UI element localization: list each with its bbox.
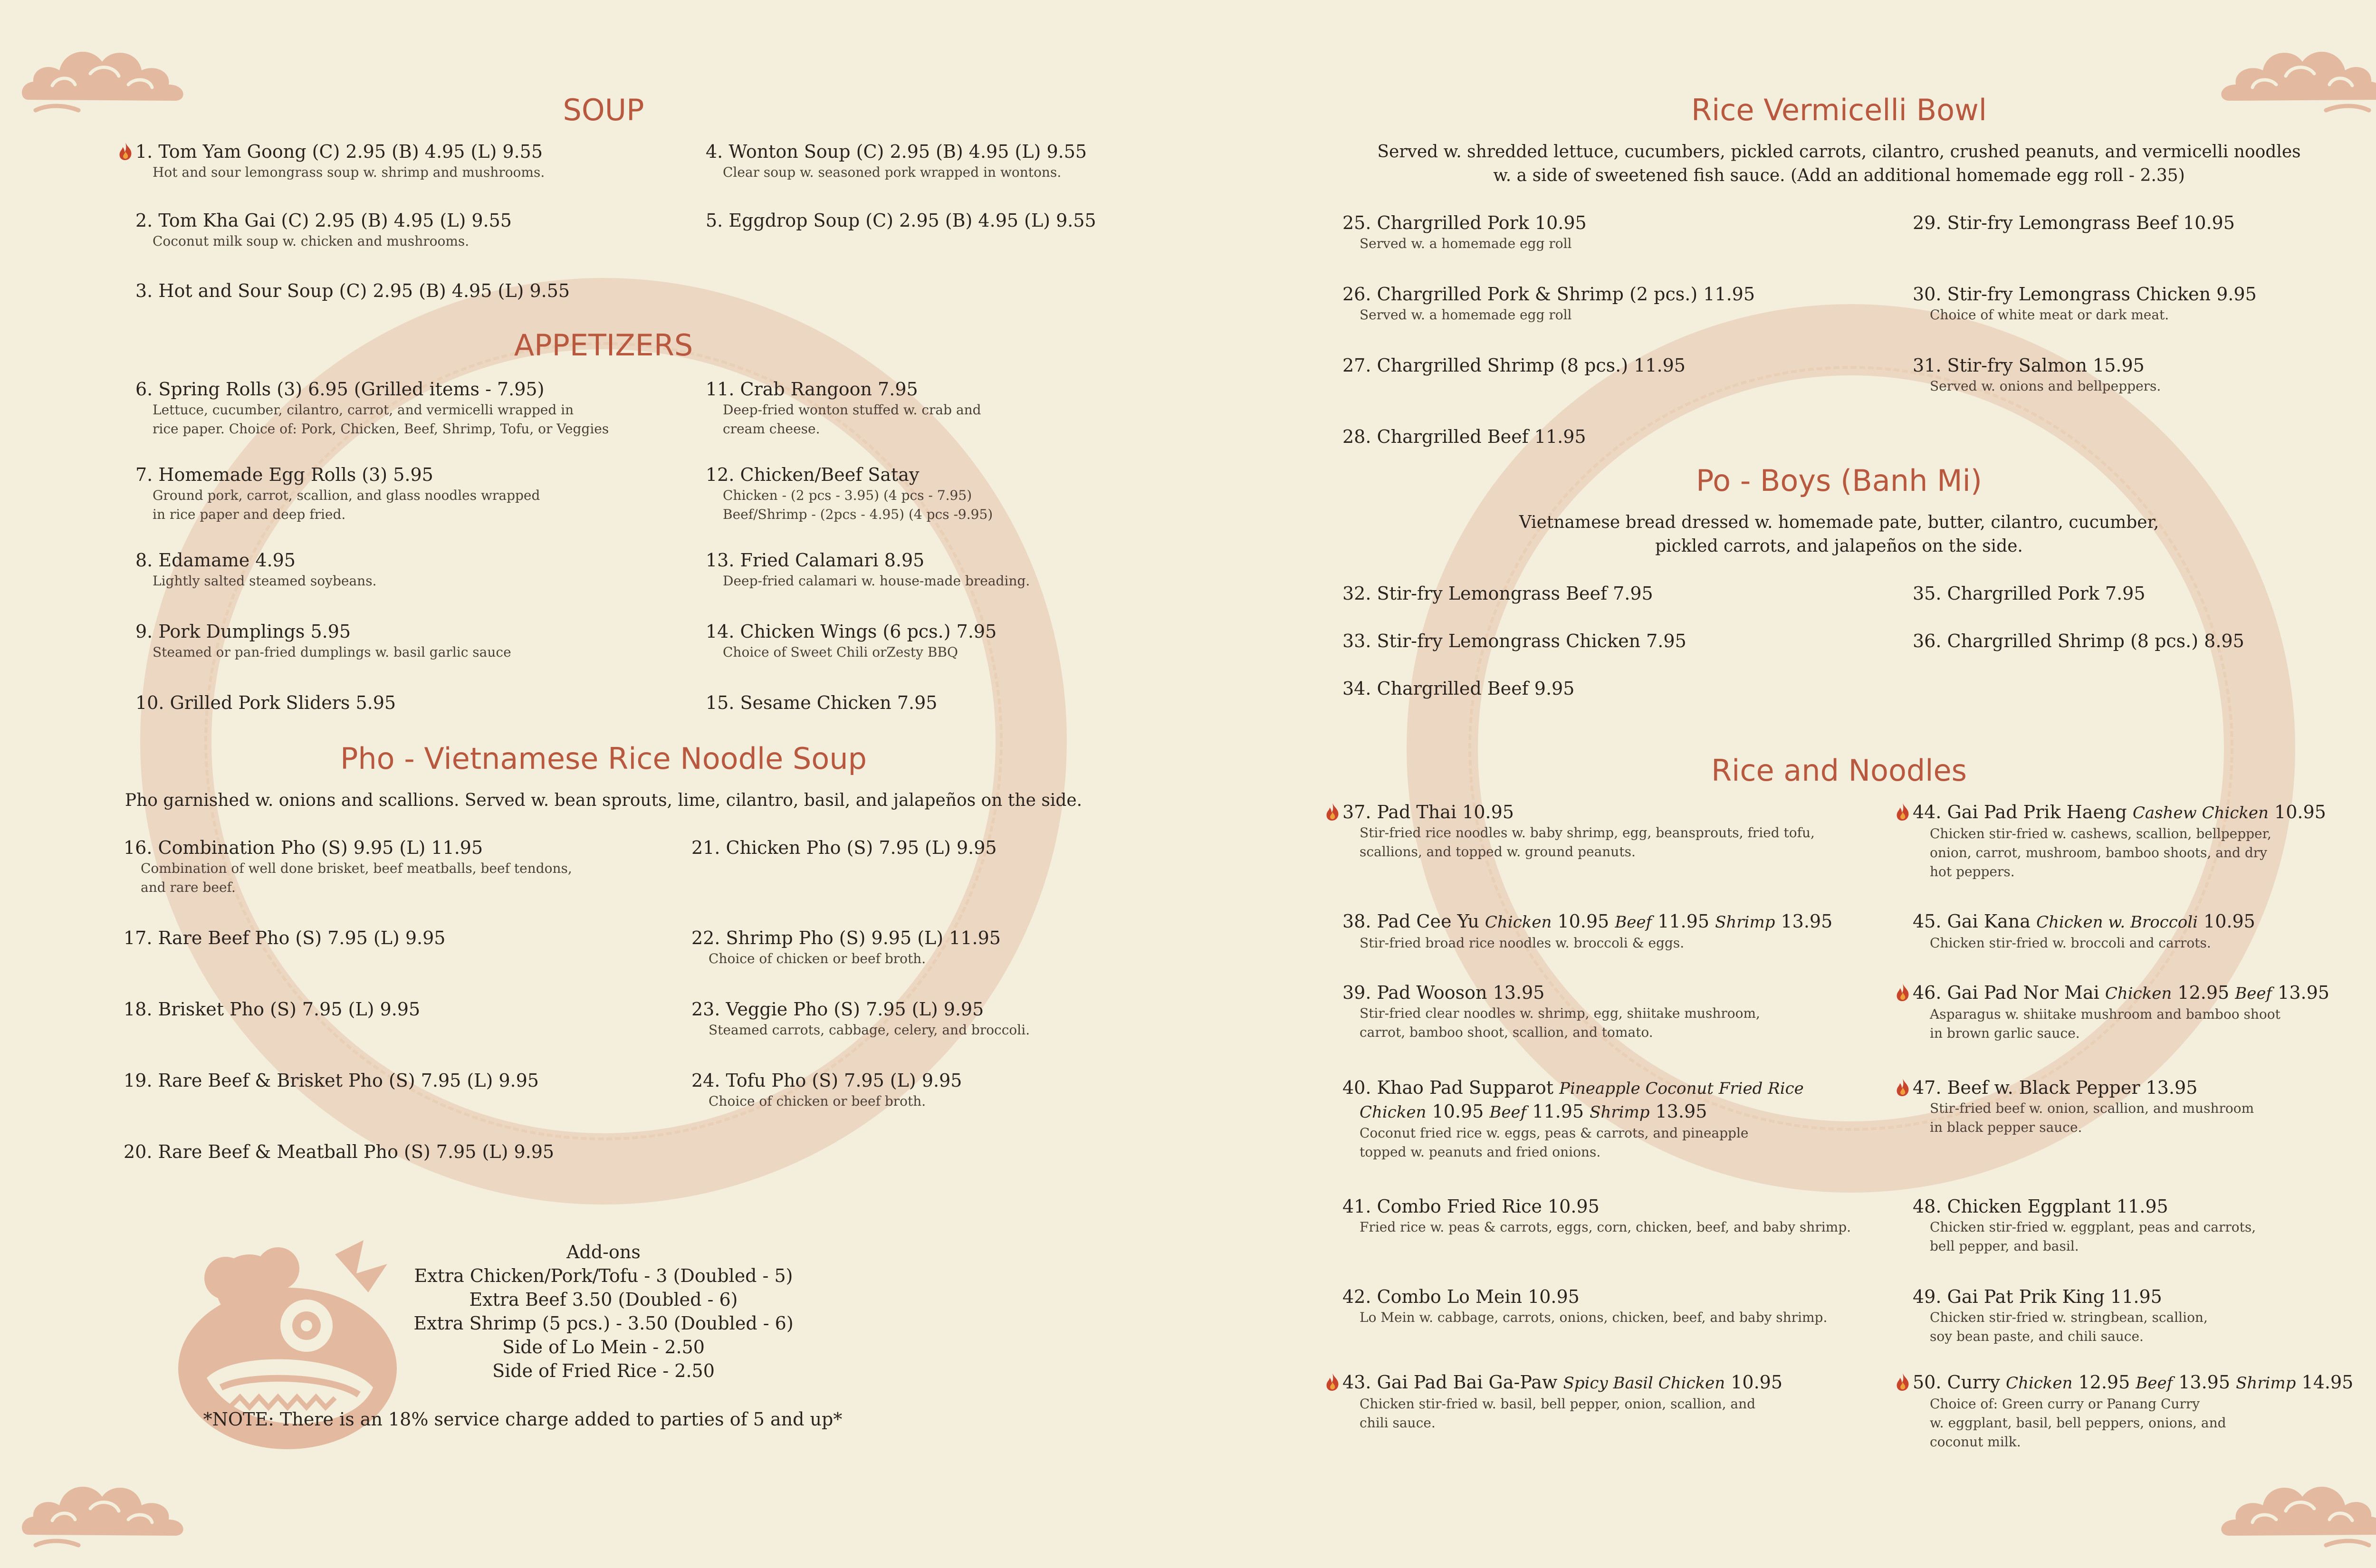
appetizer-item-6: 6. Spring Rolls (3) 6.95 (Grilled items - 7.95) Lettuce, cucumber, cilantro, carrot, and vermicelli wrapped in rice paper. Choice of: Pork, Chicken, Beef, Shrimp, Tofu, or Veggies (135, 379, 609, 437)
pho-item-16: 16. Combination Pho (S) 9.95 (L) 11.95 Combination of well done brisket, beef meatballs, beef tendons, and rare beef. (124, 837, 572, 895)
pho-item-18: 18. Brisket Pho (S) 7.95 (L) 9.95 (124, 999, 421, 1020)
pho-item-22: 22. Shrimp Pho (S) 9.95 (L) 11.95 Choice of chicken or beef broth. (691, 927, 1001, 966)
soup-heading: SOUP (563, 93, 644, 127)
chili-flame-icon (1894, 802, 1912, 821)
appetizer-item-7: 7. Homemade Egg Rolls (3) 5.95 Ground pork, carrot, scallion, and glass noodles wrapped in rice paper and deep fried. (135, 464, 540, 522)
vermicelli-item-25: 25. Chargrilled Pork 10.95 Served w. a homemade egg roll (1342, 212, 1587, 251)
chili-flame-icon (1323, 802, 1341, 821)
noodle-item-41: 41. Combo Fried Rice 10.95 Fried rice w. peas & carrots, eggs, corn, chicken, beef, and baby shrimp. (1342, 1196, 1851, 1235)
vermicelli-item-31: 31. Stir-fry Salmon 15.95 Served w. onions and bellpeppers. (1913, 355, 2161, 394)
noodle-item-39: 39. Pad Wooson 13.95 Stir-fried clear noodles w. shrimp, egg, shiitake mushroom, carrot, bamboo shoot, scallion, and tomato. (1342, 982, 1760, 1040)
appetizer-item-13: 13. Fried Calamari 8.95 Deep-fried calamari w. house-made breading. (706, 550, 1030, 589)
soup-item-5: 5. Eggdrop Soup (C) 2.95 (B) 4.95 (L) 9.55 (706, 210, 1096, 231)
chili-flame-icon (116, 142, 134, 161)
noodle-item-37: 37. Pad Thai 10.95 Stir-fried rice noodles w. baby shrimp, egg, beansprouts, fried tofu, scallions, and topped w. ground peanuts. (1342, 801, 1815, 861)
chili-flame-icon (1894, 983, 1912, 1002)
noodle-item-50: 50. Curry Chicken 12.95 Beef 13.95 Shrimp 14.95 Choice of: Green curry or Panang Curry w. eggplant, basil, bell peppers, onions, and coconut milk. (1913, 1371, 2353, 1452)
cloud-ornament-icon (19, 29, 190, 119)
service-charge-note: *NOTE: There is an 18% service charge added to parties of 5 and up* (203, 1409, 843, 1430)
chili-flame-icon (1894, 1372, 1912, 1391)
soup-item-1: 1. Tom Yam Goong (C) 2.95 (B) 4.95 (L) 9.55 Hot and sour lemongrass soup w. shrimp and mushrooms. (135, 140, 545, 182)
appetizer-item-11: 11. Crab Rangoon 7.95 Deep-fried wonton stuffed w. crab and cream cheese. (706, 379, 981, 437)
pho-item-17: 17. Rare Beef Pho (S) 7.95 (L) 9.95 (124, 927, 446, 948)
pho-item-20: 20. Rare Beef & Meatball Pho (S) 7.95 (L) 9.95 (124, 1141, 555, 1162)
appetizer-item-12: 12. Chicken/Beef Satay Chicken - (2 pcs - 3.95) (4 pcs - 7.95) Beef/Shrimp - (2pcs - 4.95) (4 pcs -9.95) (706, 464, 993, 522)
addon-line: Side of Lo Mein - 2.50 (502, 1337, 705, 1358)
appetizer-item-8: 8. Edamame 4.95 Lightly salted steamed soybeans. (135, 550, 377, 589)
noodle-item-40: 40. Khao Pad Supparot Pineapple Coconut Fried Rice Chicken 10.95 Beef 11.95 Shrimp 13.95 Coconut fried rice w. eggs, peas & carrots, and pineapple topped w. peanuts and fried onions. (1342, 1077, 1804, 1160)
noodle-item-42: 42. Combo Lo Mein 10.95 Lo Mein w. cabbage, carrots, onions, chicken, beef, and baby shrimp. (1342, 1286, 1828, 1325)
addon-line: Extra Chicken/Pork/Tofu - 3 (Doubled - 5) (414, 1265, 793, 1286)
vermicelli-item-26: 26. Chargrilled Pork & Shrimp (2 pcs.) 11.95 Served w. a homemade egg roll (1342, 284, 1755, 323)
appetizers-heading: APPETIZERS (514, 328, 693, 363)
vermicelli-item-28: 28. Chargrilled Beef 11.95 (1342, 426, 1586, 447)
pho-item-23: 23. Veggie Pho (S) 7.95 (L) 9.95 Steamed carrots, cabbage, celery, and broccoli. (691, 999, 1030, 1038)
addons-title: Add-ons (566, 1242, 641, 1262)
soup-item-2: 2. Tom Kha Gai (C) 2.95 (B) 4.95 (L) 9.55 Coconut milk soup w. chicken and mushrooms. (135, 210, 512, 249)
cloud-ornament-icon (2214, 29, 2376, 119)
cloud-ornament-icon (2214, 1463, 2376, 1554)
poboy-item-36: 36. Chargrilled Shrimp (8 pcs.) 8.95 (1913, 631, 2244, 651)
noodle-item-49: 49. Gai Pat Prik King 11.95 Chicken stir-fried w. stringbean, scallion, soy bean paste, and chili sauce. (1913, 1286, 2208, 1344)
noodle-item-45: 45. Gai Kana Chicken w. Broccoli 10.95 Chicken stir-fried w. broccoli and carrots. (1913, 911, 2255, 951)
poboy-item-32: 32. Stir-fry Lemongrass Beef 7.95 (1342, 583, 1653, 604)
vermicelli-item-29: 29. Stir-fry Lemongrass Beef 10.95 (1913, 212, 2235, 233)
soup-item-3: 3. Hot and Sour Soup (C) 2.95 (B) 4.95 (L) 9.55 (135, 280, 570, 301)
appetizer-item-10: 10. Grilled Pork Sliders 5.95 (135, 692, 396, 713)
noodle-item-38: 38. Pad Cee Yu Chicken 10.95 Beef 11.95 Shrimp 13.95 Stir-fried broad rice noodles w. broccoli & eggs. (1342, 911, 1833, 951)
vermicelli-item-30: 30. Stir-fry Lemongrass Chicken 9.95 Choice of white meat or dark meat. (1913, 284, 2257, 323)
poboys-intro: Vietnamese bread dressed w. homemade pate, butter, cilantro, cucumber, pickled carrots, and jalapeños on the side. (1519, 513, 2159, 556)
chili-flame-icon (1894, 1078, 1912, 1097)
noodles-heading: Rice and Noodles (1711, 753, 1967, 788)
noodle-item-44: 44. Gai Pad Prik Haeng Cashew Chicken 10.95 Chicken stir-fried w. cashews, scallion, bellpepper, onion, carrot, mushroom, bamboo shoots, and dry hot peppers. (1913, 801, 2326, 881)
appetizer-item-9: 9. Pork Dumplings 5.95 Steamed or pan-fried dumplings w. basil garlic sauce (135, 621, 511, 660)
poboy-item-35: 35. Chargrilled Pork 7.95 (1913, 583, 2146, 604)
noodle-item-48: 48. Chicken Eggplant 11.95 Chicken stir-fried w. eggplant, peas and carrots, bell pepper, and basil. (1913, 1196, 2256, 1254)
addons-block (409, 1240, 798, 1383)
appetizer-item-14: 14. Chicken Wings (6 pcs.) 7.95 Choice of Sweet Chili orZesty BBQ (706, 621, 997, 660)
pho-item-19: 19. Rare Beef & Brisket Pho (S) 7.95 (L) 9.95 (124, 1070, 539, 1091)
pho-item-24: 24. Tofu Pho (S) 7.95 (L) 9.95 Choice of chicken or beef broth. (691, 1070, 962, 1109)
vermicelli-intro: Served w. shredded lettuce, cucumbers, pickled carrots, cilantro, crushed peanuts, and vermicelli noodles w. a side of sweetened fish sauce. (Add an additional homemade egg roll - 2.35) (1377, 142, 2301, 185)
cloud-ornament-icon (19, 1463, 190, 1554)
addon-line: Extra Beef 3.50 (Doubled - 6) (469, 1289, 738, 1310)
poboy-item-33: 33. Stir-fry Lemongrass Chicken 7.95 (1342, 631, 1686, 651)
noodle-item-43: 43. Gai Pad Bai Ga-Paw Spicy Basil Chicken 10.95 Chicken stir-fried w. basil, bell pepper, onion, scallion, and chili sauce. (1342, 1371, 1782, 1433)
soup-item-4: 4. Wonton Soup (C) 2.95 (B) 4.95 (L) 9.55 Clear soup w. seasoned pork wrapped in wontons. (706, 141, 1087, 180)
addon-line: Extra Shrimp (5 pcs.) - 3.50 (Doubled - 6) (413, 1313, 794, 1334)
poboys-heading: Po - Boys (Banh Mi) (1696, 463, 1982, 498)
vermicelli-item-27: 27. Chargrilled Shrimp (8 pcs.) 11.95 (1342, 355, 1686, 376)
poboy-item-34: 34. Chargrilled Beef 9.95 (1342, 678, 1575, 699)
pho-item-21: 21. Chicken Pho (S) 7.95 (L) 9.95 (691, 837, 997, 858)
appetizer-item-15: 15. Sesame Chicken 7.95 (706, 692, 938, 713)
pho-heading: Pho - Vietnamese Rice Noodle Soup (340, 741, 867, 776)
addon-line: Side of Fried Rice - 2.50 (492, 1360, 715, 1381)
vermicelli-heading: Rice Vermicelli Bowl (1691, 93, 1987, 127)
noodle-item-46: 46. Gai Pad Nor Mai Chicken 12.95 Beef 13.95 Asparagus w. shiitake mushroom and bamboo shoot in brown garlic sauce. (1913, 981, 2329, 1043)
noodle-item-47: 47. Beef w. Black Pepper 13.95 Stir-fried beef w. onion, scallion, and mushroom in black pepper sauce. (1913, 1076, 2254, 1137)
chili-flame-icon (1323, 1372, 1341, 1391)
pho-intro: Pho garnished w. onions and scallions. Served w. bean sprouts, lime, cilantro, basil, and jalapeños on the side. (125, 791, 1083, 810)
